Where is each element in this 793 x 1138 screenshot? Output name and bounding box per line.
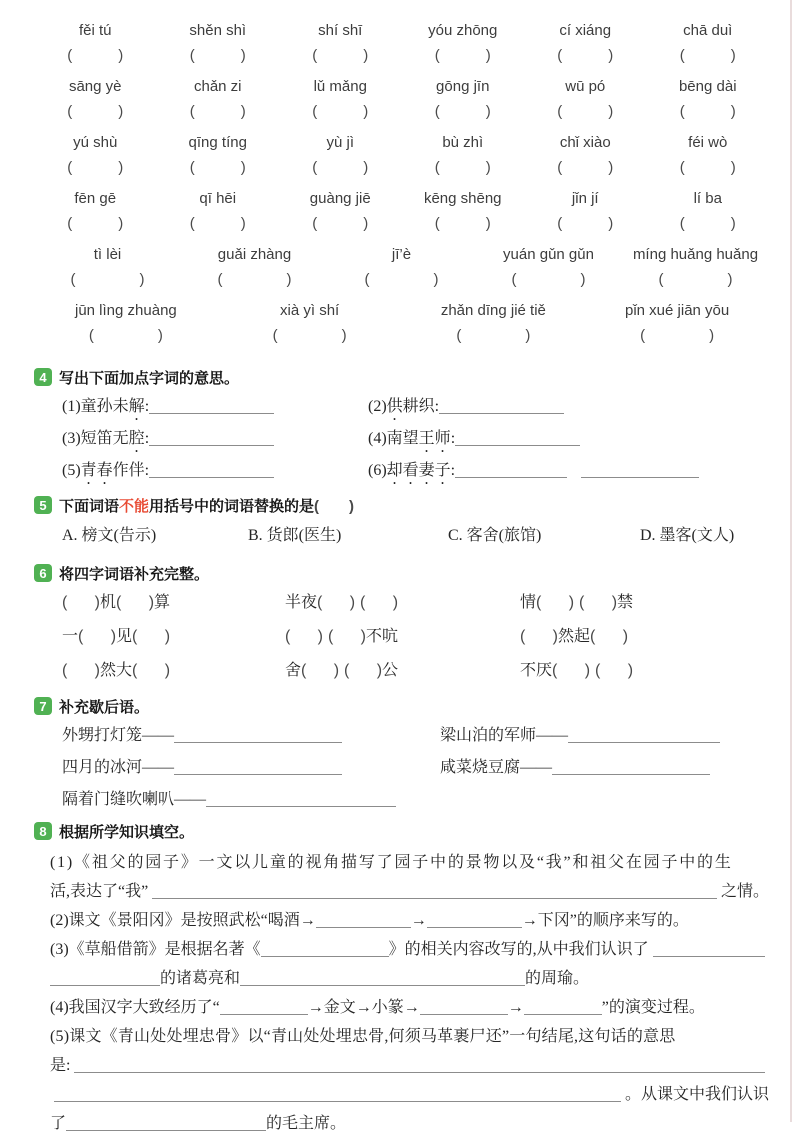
answer-blank[interactable]: ( ) [434, 47, 491, 64]
pinyin-text: cí xiáng [559, 22, 612, 39]
pinyin-text: guǎi zhàng [217, 246, 292, 263]
question-number-badge: 5 [34, 496, 52, 514]
pinyin-text: bēng dài [678, 78, 737, 95]
pinyin-text: pǐn xué jiān yōu [625, 302, 730, 319]
idiom-blank[interactable]: ( ) 然大 ( ) [62, 662, 171, 679]
pinyin-item [402, 72, 525, 128]
answer-blank[interactable]: ( ) [67, 215, 124, 232]
idiom-blank[interactable]: 一 ( ) 见 ( ) [62, 628, 171, 645]
answer-blank[interactable]: ( ) [312, 215, 369, 232]
pinyin-text: zhǎn dīng jié tiě [440, 302, 546, 319]
answer-blank[interactable]: ( ) [189, 215, 246, 232]
pinyin-text: yú shù [73, 134, 118, 151]
option-a[interactable]: A. 榜文(告示) [62, 527, 157, 544]
pinyin-item [34, 240, 181, 296]
idiom-blank[interactable]: ( ) ( ) 不吭 [285, 628, 399, 645]
pinyin-text: míng huǎng huǎng [632, 246, 759, 263]
definition-item-6[interactable]: (6)却看妻子: [368, 459, 769, 482]
answer-blank[interactable]: ( ) [511, 271, 586, 288]
pinyin-text: fěi tú [78, 22, 112, 39]
fill-blank-line[interactable]: 活,表达了“我” 之情。 [50, 883, 769, 900]
pinyin-item [218, 296, 402, 352]
xiehouyu-item[interactable]: 梁山泊的军师—— [440, 724, 769, 747]
pinyin-text: gōng jīn [436, 78, 490, 95]
question-8-header [34, 820, 769, 842]
definition-item-3[interactable]: (3)短笛无腔: [62, 427, 368, 450]
pinyin-text: xià yì shí [280, 302, 340, 319]
pinyin-item [402, 128, 525, 184]
question-5 [34, 494, 769, 548]
pinyin-item [524, 16, 647, 72]
question-5-header [34, 494, 769, 516]
fill-blank-line: (1)《祖父的园子》一文以儿童的视角描写了园子中的景物以及“我”和祖父在园子中的生 [50, 854, 733, 871]
pinyin-row [34, 72, 769, 128]
fill-blank-line[interactable]: (4)我国汉字大致经历了“ →金文→小篆→ → ”的演变过程。 [50, 999, 705, 1016]
answer-blank[interactable]: ( ) [679, 215, 736, 232]
pinyin-text: lǔ mǎng [313, 78, 367, 95]
pinyin-item [647, 184, 770, 240]
answer-blank[interactable]: ( ) [67, 47, 124, 64]
fill-blank-line[interactable]: (2)课文《景阳冈》是按照武松“喝酒→ → →下冈”的顺序来写的。 [50, 912, 689, 929]
answer-blank[interactable]: ( ) [434, 215, 491, 232]
pinyin-item [402, 296, 586, 352]
pinyin-item [157, 184, 280, 240]
answer-blank[interactable]: ( ) [640, 327, 715, 344]
answer-blank[interactable]: ( ) [434, 159, 491, 176]
pinyin-text: chǐ xiào [559, 134, 611, 151]
pinyin-item [34, 128, 157, 184]
question-8 [34, 820, 769, 1138]
pinyin-item [279, 184, 402, 240]
option-b[interactable]: B. 货郎(医生) [248, 527, 342, 544]
answer-blank[interactable]: ( ) [557, 215, 614, 232]
pinyin-row [34, 16, 769, 72]
xiehouyu-row [62, 724, 769, 747]
pinyin-row [34, 184, 769, 240]
pinyin-text: tì lèi [93, 246, 122, 263]
answer-blank[interactable]: ( ) [312, 47, 369, 64]
answer-blank[interactable]: ( ) [189, 103, 246, 120]
idiom-blank[interactable]: 半夜 ( ) ( ) [285, 594, 399, 611]
fill-blank-line[interactable]: 的诸葛亮和 的周瑜。 [50, 964, 769, 993]
pinyin-item [328, 240, 475, 296]
answer-blank[interactable]: ( ) [67, 159, 124, 176]
pinyin-item [279, 128, 402, 184]
pinyin-text: wū pó [565, 78, 606, 95]
pinyin-text: yuán gǔn gǔn [503, 246, 594, 263]
answer-blank[interactable]: ( ) [88, 327, 163, 344]
pinyin-text: chā duì [683, 22, 733, 39]
question-number-badge: 7 [34, 697, 52, 715]
definition-item-2[interactable]: (2)供耕织: [368, 395, 769, 418]
pinyin-item [279, 72, 402, 128]
pinyin-text: qīng tíng [188, 134, 247, 151]
fill-blank-line[interactable]: 了 的毛主席。 [50, 1115, 347, 1132]
answer-blank[interactable]: ( ) [70, 271, 145, 288]
question-7 [34, 695, 769, 811]
xiehouyu-row [62, 788, 769, 811]
option-d[interactable]: D. 墨客(文人) [640, 527, 735, 544]
pinyin-item [157, 128, 280, 184]
xiehouyu-item[interactable]: 四月的冰河—— [62, 756, 440, 779]
answer-blank[interactable]: ( ) [189, 159, 246, 176]
idiom-blank[interactable]: 不厌 ( ) ( ) [520, 662, 634, 679]
pinyin-item [402, 16, 525, 72]
pinyin-text: shí shī [318, 22, 363, 39]
answer-blank[interactable]: ( ) [557, 103, 614, 120]
pinyin-item [647, 128, 770, 184]
idiom-blank[interactable]: 情 ( ) ( ) 禁 [520, 594, 634, 611]
answer-blank[interactable]: ( ) [557, 159, 614, 176]
question-4 [34, 366, 769, 482]
pinyin-word-exercise [34, 16, 769, 352]
answer-blank[interactable]: ( ) [679, 47, 736, 64]
pinyin-item [34, 72, 157, 128]
question-7-header [34, 695, 769, 717]
definition-item-5[interactable]: (5)青春作伴: [62, 459, 368, 482]
pinyin-item [34, 296, 218, 352]
question-number-badge: 8 [34, 822, 52, 840]
answer-blank[interactable]: ( ) [312, 159, 369, 176]
xiehouyu-item[interactable]: 隔着门缝吹喇叭—— [62, 788, 440, 811]
pinyin-item [157, 16, 280, 72]
answer-blank[interactable]: ( ) [364, 271, 439, 288]
pinyin-item [524, 72, 647, 128]
page-scan-edge [790, 0, 792, 1122]
pinyin-item [524, 184, 647, 240]
question-title: 根据所学知识填空。 [59, 823, 195, 841]
pinyin-text: qī hēi [199, 190, 237, 207]
pinyin-item [524, 128, 647, 184]
pinyin-item [181, 240, 328, 296]
question-title: 下面词语 不能 用括号中的词语替换的是 ( ) [59, 497, 355, 515]
pinyin-text: yóu zhōng [428, 22, 498, 39]
question-number-badge: 4 [34, 368, 52, 386]
answer-blank[interactable]: ( ) [272, 327, 347, 344]
pinyin-row [34, 296, 769, 352]
idiom-blank[interactable]: ( ) 机 ( ) 算 [62, 594, 171, 611]
definition-item-4[interactable]: (4)南望王师: [368, 427, 769, 450]
fill-blank-line[interactable]: (3)《草船借箭》是根据名著《 》的相关内容改写的,从中我们认识了 [50, 935, 769, 964]
pinyin-item [34, 16, 157, 72]
question-number-badge: 6 [34, 564, 52, 582]
question-title: 写出下面加点字词的意思。 [59, 369, 240, 387]
answer-blank[interactable]: ( ) [456, 327, 531, 344]
answer-blank[interactable]: ( ) [189, 47, 246, 64]
idiom-blank[interactable]: 舍 ( ) ( ) 公 [285, 662, 399, 679]
pinyin-text: fēn gē [74, 190, 117, 207]
answer-blank[interactable]: ( ) [679, 159, 736, 176]
pinyin-text: yù jì [326, 134, 354, 151]
question-title: 将四字词语补充完整。 [59, 565, 210, 583]
pinyin-text: chǎn zi [193, 78, 242, 95]
pinyin-text: kēng shēng [423, 190, 502, 207]
pinyin-row [34, 240, 769, 296]
answer-blank[interactable]: ( ) [67, 103, 124, 120]
pinyin-text: guàng jiē [309, 190, 371, 207]
pinyin-item [622, 240, 769, 296]
pinyin-text: lí ba [693, 190, 722, 207]
xiehouyu-item[interactable]: 咸菜烧豆腐—— [440, 756, 769, 779]
fill-blank-line[interactable]: 是: [50, 1051, 769, 1080]
answer-blank[interactable]: ( ) [312, 103, 369, 120]
pinyin-text: féi wò [688, 134, 728, 151]
pinyin-text: bù zhì [442, 134, 484, 151]
xiehouyu-item[interactable]: 外甥打灯笼—— [62, 724, 440, 747]
idiom-blank[interactable]: ( ) 然起 ( ) [520, 628, 629, 645]
xiehouyu-row [62, 756, 769, 779]
pinyin-text: shěn shì [189, 22, 247, 39]
pinyin-text: jī’è [391, 246, 412, 263]
question-title: 补充歇后语。 [59, 698, 150, 716]
pinyin-item [279, 16, 402, 72]
pinyin-row [34, 128, 769, 184]
definition-item-1[interactable]: (1)童孙未解: [62, 395, 368, 418]
answer-blank[interactable]: ( ) [434, 103, 491, 120]
pinyin-item [585, 296, 769, 352]
pinyin-text: jūn lìng zhuàng [75, 302, 177, 319]
pinyin-text: sāng yè [68, 78, 122, 95]
answer-blank[interactable]: ( ) [679, 103, 736, 120]
fill-blank-line[interactable]: 。从课文中我们认识 [50, 1080, 769, 1109]
answer-blank[interactable]: ( ) [658, 271, 733, 288]
pinyin-item [475, 240, 622, 296]
question-6-header [34, 562, 769, 584]
pinyin-text: jǐn jí [571, 190, 599, 207]
xiehouyu-item [440, 788, 769, 811]
pinyin-item [34, 184, 157, 240]
pinyin-item [157, 72, 280, 128]
answer-blank[interactable]: ( ) [217, 271, 292, 288]
answer-blank[interactable]: ( ) [557, 47, 614, 64]
fill-blank-line: (5)课文《青山处处埋忠骨》以“青山处处埋忠骨,何须马革裹尸还”一句结尾,这句话的意思 [50, 1028, 676, 1045]
pinyin-item [647, 16, 770, 72]
question-4-header [34, 366, 769, 388]
pinyin-item [402, 184, 525, 240]
option-c[interactable]: C. 客舍(旅馆) [448, 527, 542, 544]
question-6 [34, 562, 769, 683]
pinyin-item [647, 72, 770, 128]
